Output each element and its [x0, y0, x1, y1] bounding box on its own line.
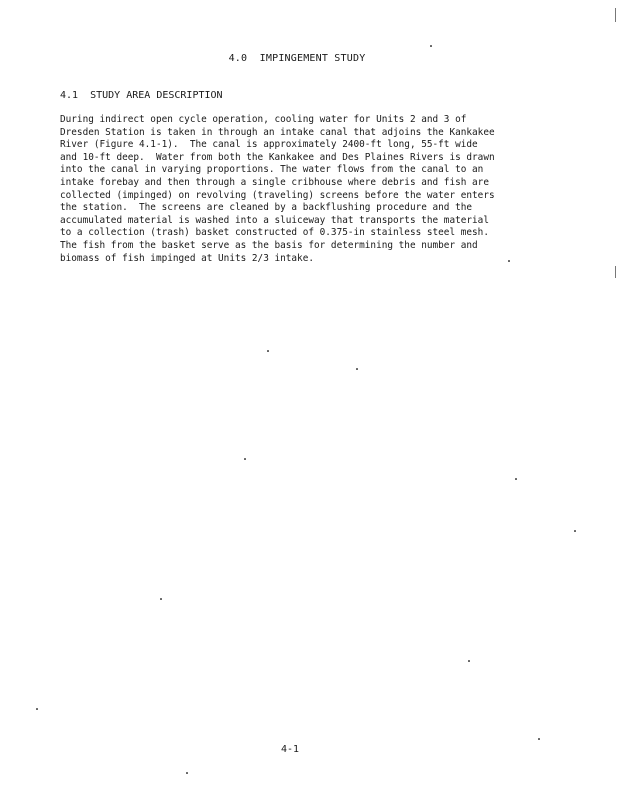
scan-speck — [356, 368, 358, 370]
body-line: Dresden Station is taken in through an intake canal that adjoins the Kankakee — [60, 126, 495, 138]
body-line: collected (impinged) on revolving (traveling) screens before the water enters — [60, 189, 495, 201]
body-line: biomass of fish impinged at Units 2/3 intake. — [60, 252, 314, 264]
body-paragraph — [60, 114, 550, 265]
body-line: intake forebay and then through a single cribhouse where debris and fish are — [60, 176, 489, 188]
scan-speck — [36, 708, 38, 710]
body-line: accumulated material is washed into a sluiceway that transports the material — [60, 214, 489, 226]
body-line: The fish from the basket serve as the basis for determining the number and — [60, 239, 478, 251]
scan-speck — [515, 478, 517, 480]
scan-speck — [160, 598, 162, 600]
scan-speck — [430, 45, 432, 47]
section-title: 4.0 IMPINGEMENT STUDY — [228, 53, 366, 64]
scan-edge-mark — [615, 8, 616, 22]
body-line: During indirect open cycle operation, cooling water for Units 2 and 3 of — [60, 114, 467, 125]
scan-speck — [468, 660, 470, 662]
scan-speck — [508, 260, 510, 262]
subsection-title: 4.1 STUDY AREA DESCRIPTION — [60, 90, 223, 101]
body-line: into the canal in varying proportions. The water flows from the canal to an — [60, 164, 484, 176]
scan-edge-mark — [615, 266, 616, 278]
page-number: 4-1 — [280, 744, 300, 755]
scan-speck — [244, 458, 246, 460]
body-line: and 10-ft deep. Water from both the Kankakee and Des Plaines Rivers is drawn — [60, 151, 495, 163]
scan-speck — [267, 350, 269, 352]
scan-speck — [574, 530, 576, 532]
scan-speck — [186, 772, 188, 774]
body-line: the station. The screens are cleaned by a backflushing procedure and the — [60, 202, 473, 214]
body-line: to a collection (trash) basket constructed of 0.375-in stainless steel mesh. — [60, 227, 489, 239]
scan-speck — [538, 738, 540, 740]
body-line: River (Figure 4.1-1). The canal is approximately 2400-ft long, 55-ft wide — [60, 139, 478, 151]
